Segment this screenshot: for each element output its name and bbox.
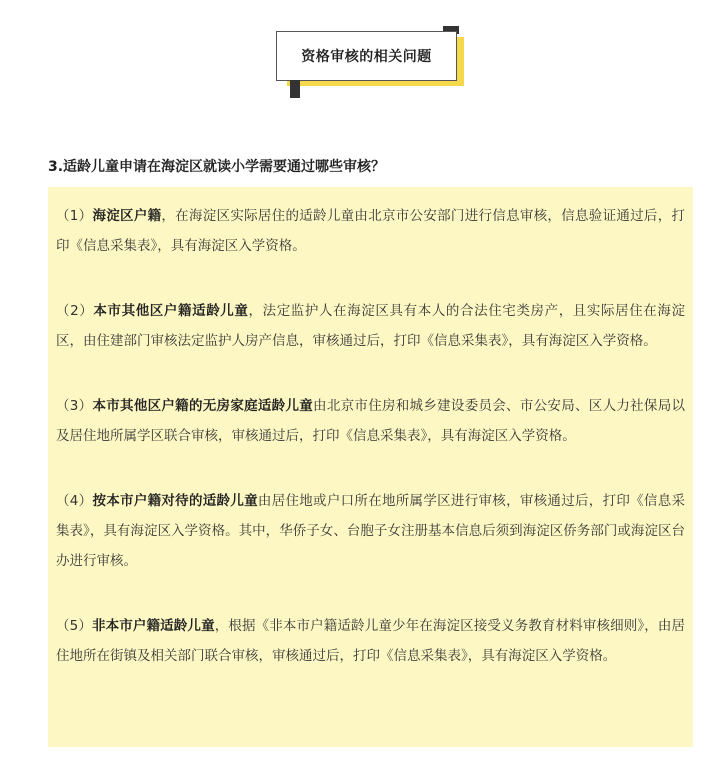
item-number: （3） — [56, 398, 93, 414]
item-text: ，法定监护人在海淀区具有本人的合法住宅类房产，且实际居住在海淀区，由住建部门审核法定监护人房产信息，审核通过后，打印《信息采集表》，具有海淀区入学资格。 — [56, 303, 686, 349]
item-number: （2） — [56, 303, 94, 319]
answer-item — [56, 296, 685, 356]
item-number: （5） — [56, 618, 92, 634]
answer-item — [56, 611, 685, 671]
title-badge — [276, 31, 457, 81]
item-keyword: 本市其他区户籍的无房家庭适龄儿童 — [92, 398, 314, 414]
question-heading: 3.适龄儿童申请在海淀区就读小学需要通过哪些审核？ — [48, 159, 386, 175]
item-number: （1） — [56, 208, 93, 224]
answer-item — [56, 201, 685, 261]
item-keyword: 海淀区户籍 — [92, 208, 162, 224]
item-keyword: 本市其他区户籍适龄儿童 — [93, 303, 249, 319]
item-text: ，根据《非本市户籍适龄儿童少年在海淀区接受义务教育材料审核细则》，由居住地所在街镇及相关部门联合审核，审核通过后，打印《信息采集表》，具有海淀区入学资格。 — [56, 618, 686, 664]
item-text: 由北京市住房和城乡建设委员会、市公安局、区人力社保局以及居住地所属学区联合审核，审核通过后，打印《信息采集表》，具有海淀区入学资格。 — [56, 398, 686, 444]
item-keyword: 按本市户籍对待的适龄儿童 — [92, 493, 258, 509]
answer-item — [56, 391, 685, 451]
item-keyword: 非本市户籍适龄儿童 — [92, 618, 215, 634]
item-text: ，在海淀区实际居住的适龄儿童由北京市公安部门进行信息审核，信息验证通过后，打印《信息采集表》，具有海淀区入学资格。 — [56, 208, 686, 254]
answer-panel — [48, 187, 693, 747]
answer-item — [56, 486, 685, 576]
item-number: （4） — [56, 493, 93, 509]
section-title: 资格审核的相关问题 — [301, 49, 432, 65]
title-badge-accent-bottom — [290, 80, 300, 98]
item-text: 由居住地或户口所在地所属学区进行审核，审核通过后，打印《信息采集表》，具有海淀区入学资格。其中，华侨子女、台胞子女注册基本信息后须到海淀区侨务部门或海淀区台办进行审核。 — [56, 493, 686, 569]
